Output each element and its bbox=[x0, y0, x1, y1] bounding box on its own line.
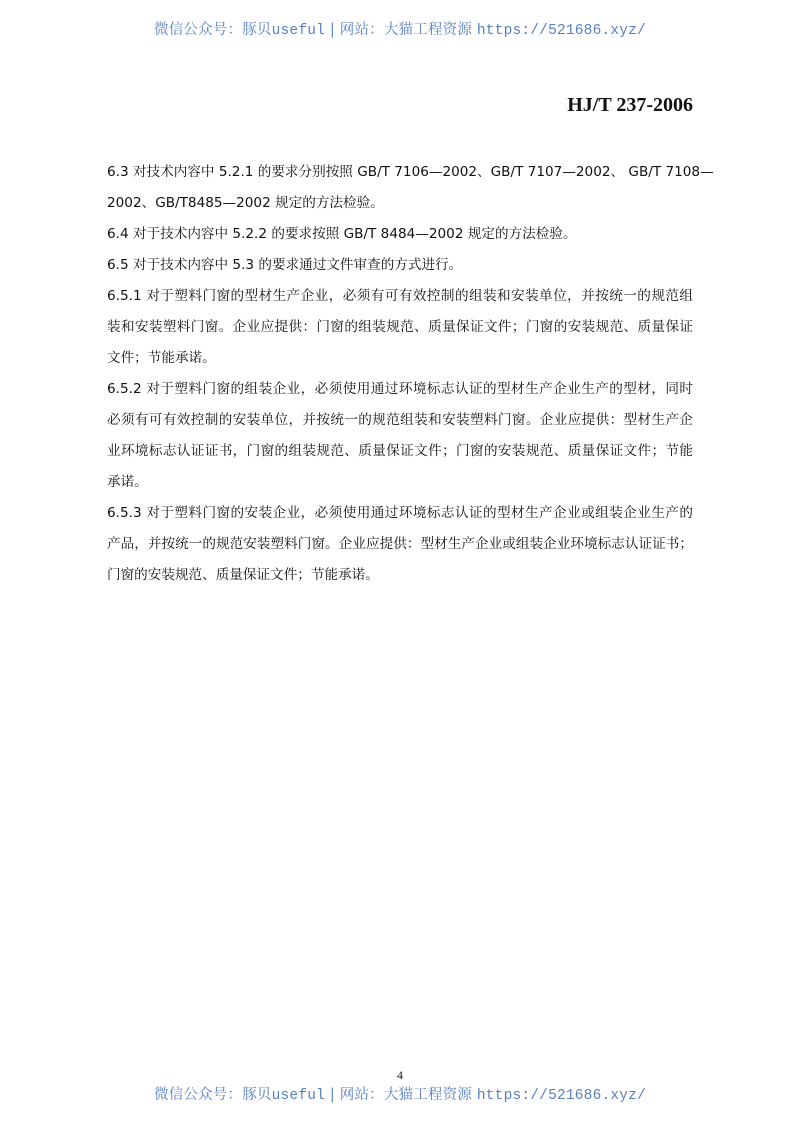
paragraph bbox=[107, 501, 693, 594]
paragraph-line: 必须有可有效控制的安装单位，并按统一的规范组装和安装塑料门窗。企业应提供：型材生产企 bbox=[107, 412, 693, 428]
watermark-separator: | bbox=[325, 22, 340, 38]
paragraph-line: 6.5.3 对于塑料门窗的安装企业，必须使用通过环境标志认证的型材生产企业或组装企业生产的 bbox=[107, 505, 693, 521]
paragraph-line: 产品，并按统一的规范安装塑料门窗。企业应提供：型材生产企业或组装企业环境标志认证证书； bbox=[107, 536, 693, 552]
paragraph-line: 6.4 对于技术内容中 5.2.2 的要求按照 GB/T 8484—2002 规定的方法检验。 bbox=[107, 226, 577, 242]
paragraph-line: 6.5.1 对于塑料门窗的型材生产企业，必须有可有效控制的组装和安装单位，并按统一的规范组 bbox=[107, 288, 693, 304]
paragraph-line: 业环境标志认证证书，门窗的组装规范、质量保证文件；门窗的安装规范、质量保证文件；节能 bbox=[107, 443, 693, 459]
watermark-separator: | bbox=[325, 1087, 340, 1103]
watermark-useful: useful bbox=[271, 23, 326, 39]
paragraph-line: 文件；节能承诺。 bbox=[107, 350, 216, 366]
paragraph-line: 6.5.2 对于塑料门窗的组装企业，必须使用通过环境标志认证的型材生产企业生产的型材，同时 bbox=[107, 381, 693, 397]
paragraph-line: 门窗的安装规范、质量保证文件；节能承诺。 bbox=[107, 567, 379, 583]
watermark-header bbox=[0, 18, 800, 39]
watermark-site: 网站：大猫工程资源 bbox=[339, 22, 477, 38]
watermark-site: 网站：大猫工程资源 bbox=[339, 1087, 477, 1103]
watermark-text: 微信公众号：豚贝 bbox=[154, 1087, 272, 1103]
watermark-text: 微信公众号：豚贝 bbox=[154, 22, 272, 38]
standard-number: HJ/T 237-2006 bbox=[567, 94, 693, 116]
document-body bbox=[107, 160, 714, 594]
paragraph bbox=[107, 160, 714, 222]
watermark-url[interactable]: https://521686.xyz/ bbox=[476, 1088, 646, 1104]
paragraph bbox=[107, 377, 693, 501]
paragraph-line: 6.5 对于技术内容中 5.3 的要求通过文件审查的方式进行。 bbox=[107, 257, 463, 273]
paragraph-line: 2002、GB/T8485—2002 规定的方法检验。 bbox=[107, 195, 384, 211]
watermark-url[interactable]: https://521686.xyz/ bbox=[476, 23, 646, 39]
paragraph bbox=[107, 253, 693, 284]
page-number: 4 bbox=[397, 1068, 403, 1082]
paragraph-line: 承诺。 bbox=[107, 474, 148, 490]
paragraph bbox=[107, 284, 693, 377]
paragraph-line: 6.3 对技术内容中 5.2.1 的要求分别按照 GB/T 7106—2002、GB/T 7107—2002、 GB/T 7108— bbox=[107, 164, 714, 180]
paragraph-line: 装和安装塑料门窗。企业应提供：门窗的组装规范、质量保证文件；门窗的安装规范、质量保证 bbox=[107, 319, 693, 335]
watermark-useful: useful bbox=[271, 1088, 326, 1104]
watermark-footer bbox=[0, 1083, 800, 1104]
paragraph bbox=[107, 222, 693, 253]
